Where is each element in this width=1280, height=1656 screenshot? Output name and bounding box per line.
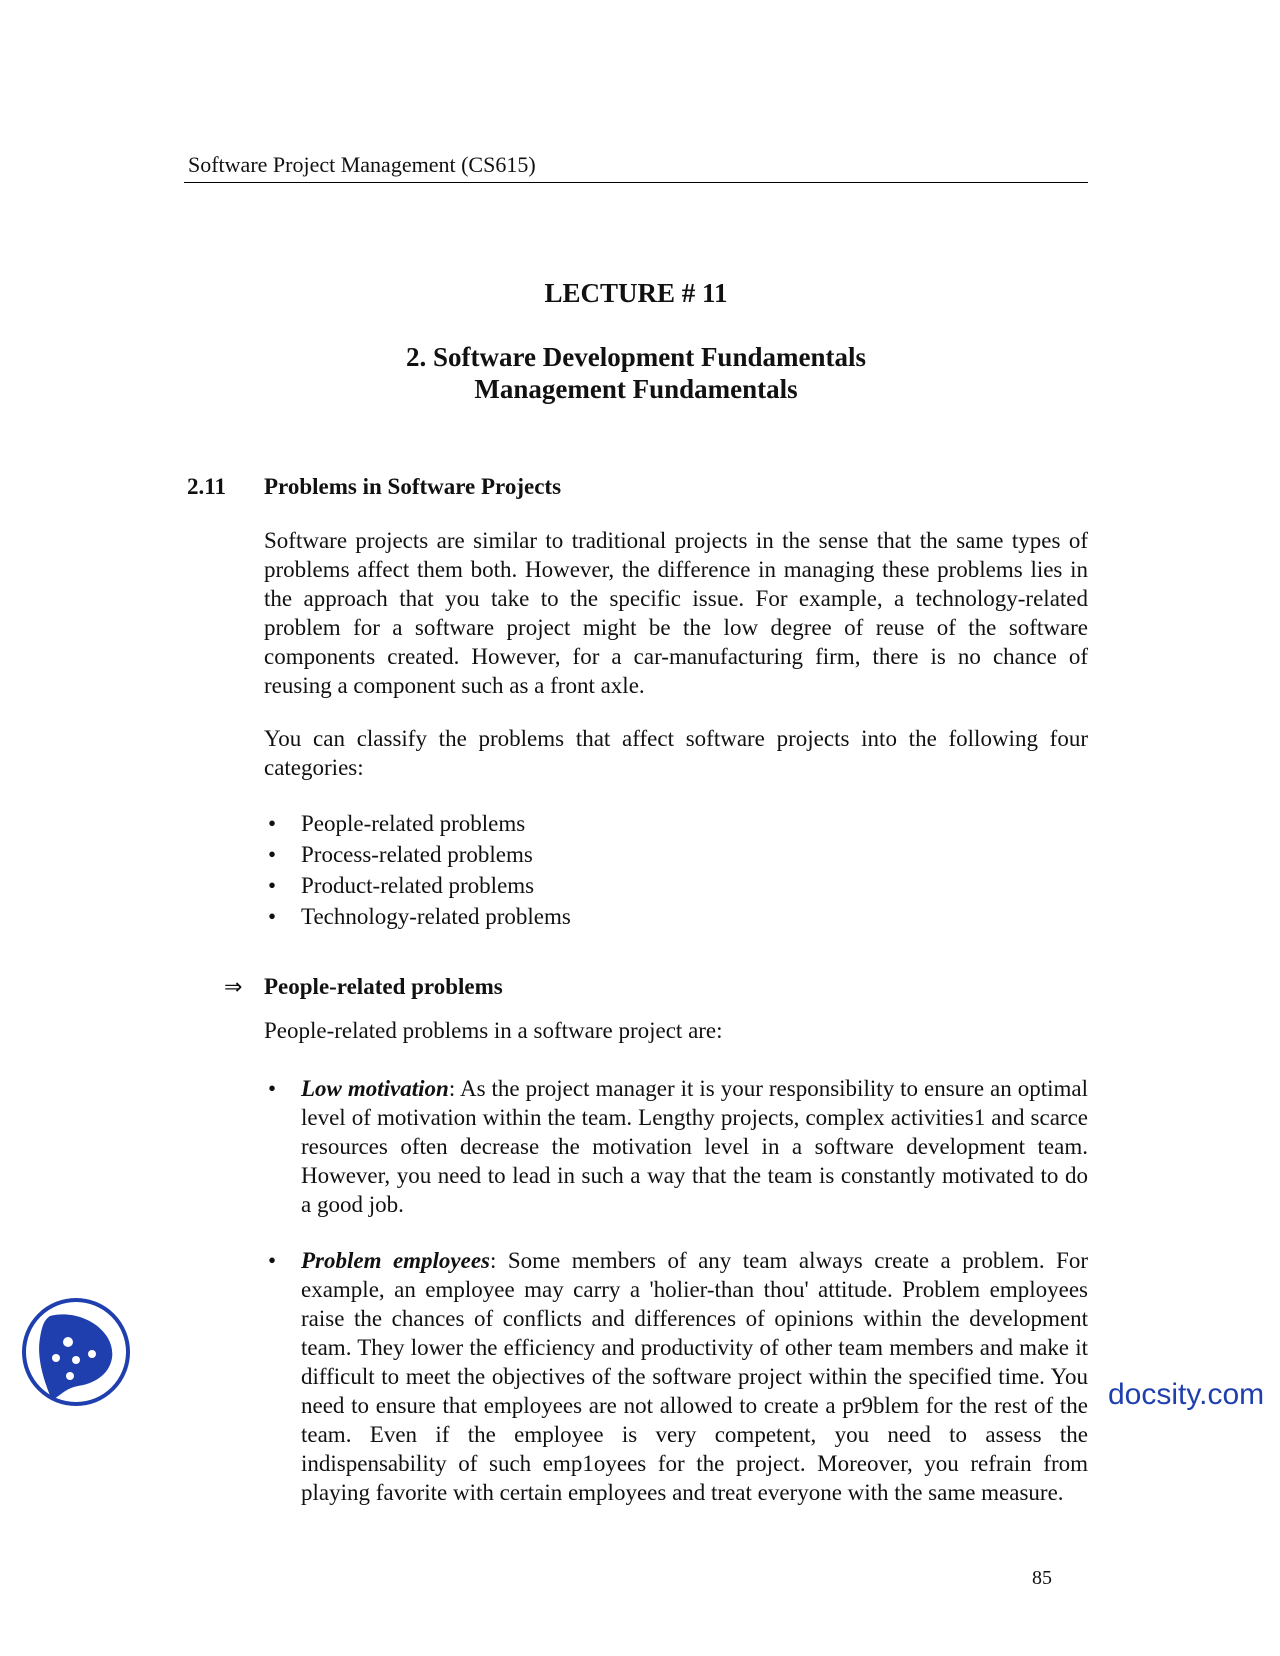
docsity-logo-icon bbox=[20, 1296, 132, 1408]
list-item bbox=[264, 1074, 1088, 1219]
classify-paragraph: You can classify the problems that affect software projects into the following four categories: bbox=[264, 726, 1088, 780]
section-number: 2.11 bbox=[187, 474, 226, 499]
list-item bbox=[264, 808, 1088, 839]
section-title: Problems in Software Projects bbox=[264, 474, 562, 499]
lecture-title: LECTURE # 11 bbox=[544, 278, 728, 308]
bullet-icon: • bbox=[268, 1248, 277, 1273]
subsection-heading: People-related problems bbox=[264, 974, 503, 999]
bullet-icon: • bbox=[268, 904, 277, 929]
list-item bbox=[264, 839, 1088, 870]
category-label: Process-related problems bbox=[301, 842, 533, 867]
item-body bbox=[301, 1074, 1088, 1219]
category-label: People-related problems bbox=[301, 811, 526, 836]
item-term: Problem employees bbox=[301, 1248, 491, 1273]
list-item bbox=[264, 901, 1088, 932]
item-text: : As the project manager it is your responsibility to ensure an optimal level of motivation within the team. Lengthy projects, complex activities1 and scarce resources often decrease the motivation level in a software development team. However, you need to lead in such a way that the team is constantly motivated to do a good job. bbox=[301, 1076, 1088, 1217]
bullet-icon: • bbox=[268, 873, 277, 898]
bullet-icon: • bbox=[268, 842, 277, 867]
bullet-icon: • bbox=[268, 811, 277, 836]
chapter-subtitle: Management Fundamentals bbox=[474, 374, 798, 404]
people-intro: People-related problems in a software project are: bbox=[264, 1018, 723, 1043]
intro-paragraph: Software projects are similar to traditional projects in the sense that the same types of problems affect them both. However, the difference in managing these problems lies in the approach that you take to the specific issue. For example, a technology-related problem for a software project might be the low degree of reuse of the software components created. However, for a car-manufacturing firm, there is no chance of reusing a component such as a front axle. bbox=[264, 528, 1088, 698]
item-text: : Some members of any team always create a problem. For example, an employee may carry a 'holier-than thou' attitude. Problem employees raise the chances of conflicts and differences of opinions within the development team. They lower the efficiency and productivity of other team members and make it difficult to meet the objectives of the software project within the specified time. You need to ensure that employees are not allowed to create a pr9blem for the rest of the team. Even if the employee is very competent, you need to assess the indispensability of such emp1oyees for the project. Moreover, you refrain from playing favorite with certain employees and treat everyone with the same measure. bbox=[301, 1248, 1088, 1505]
list-item bbox=[264, 1246, 1088, 1507]
category-label: Technology-related problems bbox=[301, 904, 571, 929]
item-term: Low motivation bbox=[301, 1076, 449, 1101]
watermark-text: docsity.com bbox=[1108, 1378, 1265, 1411]
item-body bbox=[301, 1246, 1088, 1507]
list-item bbox=[264, 870, 1088, 901]
chapter-title: 2. Software Development Fundamentals bbox=[406, 342, 866, 372]
category-label: Product-related problems bbox=[301, 873, 535, 898]
category-list bbox=[264, 808, 1088, 932]
bullet-icon: • bbox=[268, 1076, 277, 1101]
page-header bbox=[184, 150, 1088, 183]
page-number: 85 bbox=[1032, 1567, 1052, 1589]
right-arrow-icon: ⇒ bbox=[224, 975, 243, 1000]
course-title: Software Project Management (CS615) bbox=[188, 152, 536, 177]
